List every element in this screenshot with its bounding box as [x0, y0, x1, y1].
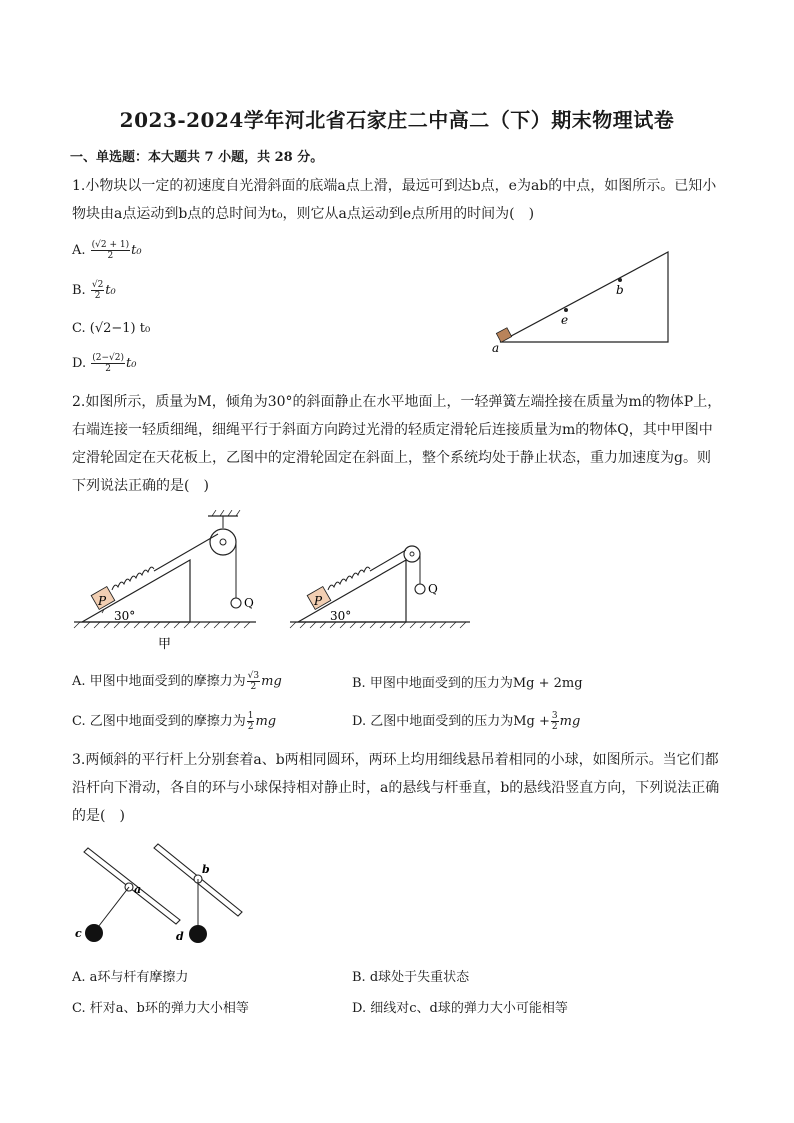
- svg-text:30°: 30°: [114, 609, 136, 623]
- q1-option-a[interactable]: A. $\frac{(√2 + 1)}{2}$ t₀: [72, 240, 142, 261]
- q2-option-d[interactable]: D. 乙图中地面受到的压力为Mg + $\frac{3}{2}$ mg: [352, 711, 581, 732]
- svg-text:P: P: [98, 594, 107, 608]
- question-1: [72, 172, 732, 228]
- figure-yi: [286, 510, 486, 635]
- q3-option-b[interactable]: B. d球处于失重状态: [352, 970, 470, 985]
- q3-option-d[interactable]: D. 细线对c、d球的弹力大小可能相等: [352, 1001, 568, 1016]
- figure-jia: [70, 510, 270, 650]
- q1-option-d[interactable]: D. $\frac{(2-√2)}{2}$ t₀: [72, 353, 137, 374]
- q3-option-c[interactable]: C. 杆对a、b环的弹力大小相等: [72, 1001, 249, 1016]
- svg-text:P: P: [314, 594, 323, 608]
- incline-figure: [486, 246, 676, 356]
- q2-option-c[interactable]: C. 乙图中地面受到的摩擦力为 $\frac{1}{2}$ mg: [72, 711, 277, 732]
- q1-option-c[interactable]: C. (√2−1) t₀: [72, 321, 151, 336]
- q1-option-b[interactable]: B. $\frac{√2}{2}$ t₀: [72, 280, 116, 301]
- q1-line2: 物块由a点运动到b点的总时间为t₀，则它从a点运动到e点所用的时间为( ): [72, 206, 535, 222]
- label-a: a: [492, 341, 500, 355]
- ball-c: [85, 924, 103, 942]
- question-2: 2.如图所示，质量为M，倾角为30°的斜面静止在水平地面上，一轻弹簧左端拴接在质量为m的物体P上， 右端连接一轻质细绳，细绳平行于斜面方向跨过光滑的轻质定滑轮后连接质量为m的物体Q，其中甲图中 定滑轮固定在天花板上，乙图中的定滑轮固定在斜面上，整个系统均处于静止状态，重力加速度为g。则 下列说法正确的是( ): [72, 394, 722, 494]
- svg-text:c: c: [75, 927, 82, 940]
- svg-text:d: d: [176, 930, 184, 943]
- svg-text:a: a: [134, 883, 142, 896]
- rings-figure: [70, 840, 250, 955]
- section-heading: 一、单选题：本大题共 7 小题，共 28 分。: [70, 150, 324, 165]
- ball-d: [189, 925, 207, 943]
- label-e: e: [561, 313, 569, 327]
- svg-text:Q: Q: [244, 596, 254, 610]
- label-b: b: [616, 283, 624, 297]
- page-title: 2023-2024学年河北省石家庄二中高二（下）期末物理试卷: [119, 108, 675, 132]
- svg-text:b: b: [202, 863, 210, 876]
- caption-jia: 甲: [158, 637, 172, 650]
- point-e: [564, 308, 568, 312]
- q1-line1: 1.小物块以一定的初速度自光滑斜面的底端a点上滑，最远可到达b点，e为ab的中点，如图所示。已知小: [72, 178, 717, 194]
- point-b: [618, 278, 622, 282]
- svg-text:30°: 30°: [330, 609, 352, 623]
- q2-option-b[interactable]: B. 甲图中地面受到的压力为Mg + 2mg: [352, 676, 583, 691]
- q2-option-a[interactable]: A. 甲图中地面受到的摩擦力为 $\frac{√3}{2}$ mg: [72, 671, 282, 692]
- question-3: 3.两倾斜的平行杆上分别套着a、b两相同圆环，两环上均用细线悬吊着相同的小球，如图所示。当它们都 沿杆向下滑动，各自的环与小球保持相对静止时，a的悬线与杆垂直，b的悬线沿竖直方向，下列说法正确 的是( ): [72, 752, 720, 824]
- svg-text:Q: Q: [428, 582, 438, 596]
- q3-option-a[interactable]: A. a环与杆有摩擦力: [72, 970, 189, 985]
- incline-triangle: [500, 252, 668, 342]
